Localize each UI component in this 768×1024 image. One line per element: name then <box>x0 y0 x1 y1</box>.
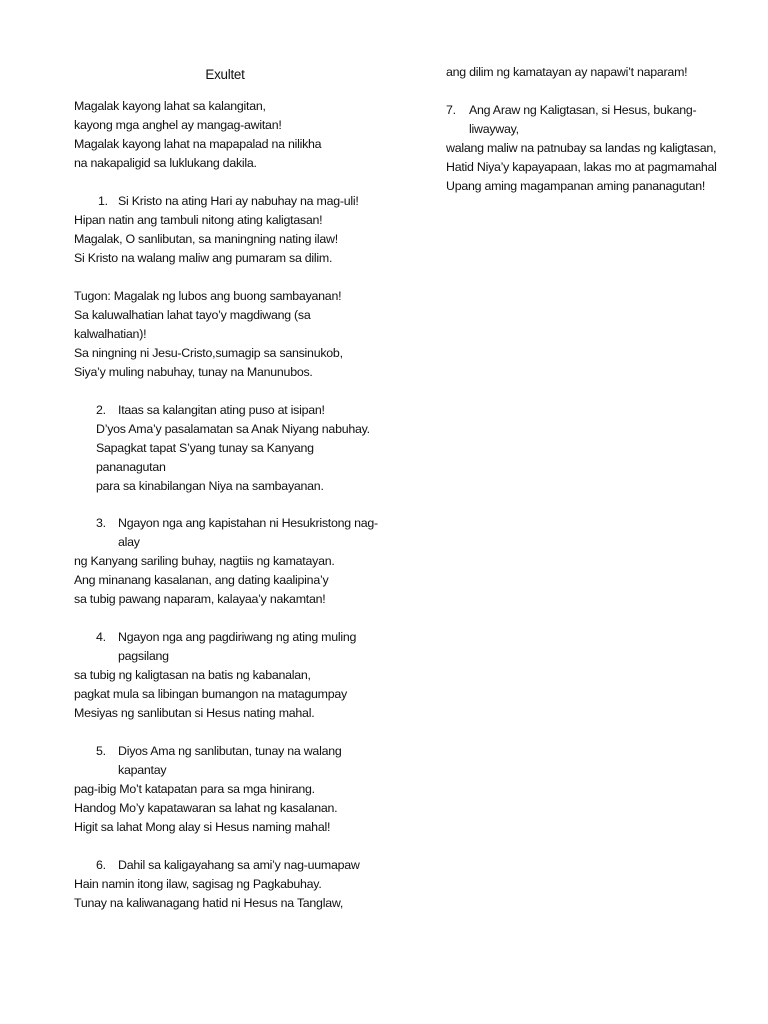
stanza-number: 5. <box>96 744 106 758</box>
refrain-line: Sa kaluwalhatian lahat tayo’y magdiwang (sa <box>74 308 311 322</box>
stanza-line: Magalak, O sanlibutan, sa maningning nating ilaw! <box>74 232 338 246</box>
stanza-number: 7. <box>446 103 456 117</box>
stanza-line: Diyos Ama ng sanlibutan, tunay na walang <box>118 744 342 758</box>
stanza-line: pagsilang <box>118 649 169 663</box>
stanza-number: 4. <box>96 630 106 644</box>
refrain-line: Tugon: Magalak ng lubos ang buong sambayanan! <box>74 289 342 303</box>
stanza-line: Hipan natin ang tambuli nitong ating kaligtasan! <box>74 213 323 227</box>
stanza-line: Ngayon nga ang pagdiriwang ng ating muling <box>118 630 357 644</box>
stanza-line: Tunay na kaliwanagang hatid ni Hesus na Tanglaw, <box>74 896 344 910</box>
intro-line: Magalak kayong lahat sa kalangitan, <box>74 99 266 113</box>
tugon-refrain <box>74 287 343 382</box>
stanza-5 <box>74 742 342 837</box>
stanza-line: D’yos Ama’y pasalamatan sa Anak Niyang nabuhay. <box>96 422 370 436</box>
stanza-4 <box>74 628 356 723</box>
intro-stanza <box>74 97 321 173</box>
stanza-number: 6. <box>96 858 106 872</box>
refrain-line: Sa ningning ni Jesu-Cristo,sumagip sa sansinukob, <box>74 346 343 360</box>
refrain-line: Siya’y muling nabuhay, tunay na Manunubos. <box>74 365 313 379</box>
stanza-line: kapantay <box>118 763 167 777</box>
stanza-line: para sa kinabilangan Niya na sambayanan. <box>96 479 324 493</box>
stanza-line: Ngayon nga ang kapistahan ni Hesukristong nag- <box>118 516 378 530</box>
stanza-6-continuation: ang dilim ng kamatayan ay napawi’t naparam! <box>446 65 688 79</box>
intro-line: Magalak kayong lahat na mapapalad na nilikha <box>74 137 322 151</box>
stanza-line: ng Kanyang sariling buhay, nagtiis ng kamatayan. <box>74 554 335 568</box>
stanza-line: Mesiyas ng sanlibutan si Hesus nating mahal. <box>74 706 315 720</box>
stanza-line: pagkat mula sa libingan bumangon na matagumpay <box>74 687 347 701</box>
stanza-number: 1. <box>98 194 108 208</box>
stanza-line: Handog Mo’y kapatawaran sa lahat ng kasalanan. <box>74 801 338 815</box>
stanza-line: sa tubig pawang naparam, kalayaa’y nakamtan! <box>74 592 326 606</box>
stanza-line: Sapagkat tapat S’yang tunay sa Kanyang <box>96 441 314 455</box>
stanza-line: liwayway, <box>469 122 519 136</box>
stanza-number: 3. <box>96 516 106 530</box>
refrain-line: kalwalhatian)! <box>74 327 147 341</box>
stanza-2 <box>74 401 370 496</box>
stanza-1 <box>74 192 359 268</box>
stanza-line: pag-ibig Mo’t katapatan para sa mga hinirang. <box>74 782 315 796</box>
stanza-6 <box>74 856 360 913</box>
stanza-number: 2. <box>96 403 106 417</box>
stanza-3 <box>74 514 378 609</box>
stanza-line: Ang Araw ng Kaligtasan, si Hesus, bukang- <box>469 103 697 117</box>
stanza-7 <box>446 101 717 196</box>
stanza-line: alay <box>118 535 140 549</box>
intro-line: kayong mga anghel ay mangag-awitan! <box>74 118 282 132</box>
document-title: Exultet <box>205 67 245 82</box>
intro-line: na nakapaligid sa luklukang dakila. <box>74 156 257 170</box>
stanza-line: Itaas sa kalangitan ating puso at isipan! <box>118 403 325 417</box>
stanza-line: Dahil sa kaligayahang sa ami’y nag-uumapaw <box>118 858 360 872</box>
stanza-line: Hatid Niya’y kapayapaan, lakas mo at pagmamahal <box>446 160 717 174</box>
stanza-line: Ang minanang kasalanan, ang dating kaalipina’y <box>74 573 329 587</box>
stanza-line: pananagutan <box>96 460 166 474</box>
stanza-line: Hain namin itong ilaw, sagisag ng Pagkabuhay. <box>74 877 322 891</box>
stanza-line: Upang aming magampanan aming pananagutan! <box>446 179 706 193</box>
stanza-line: Si Kristo na walang maliw ang pumaram sa dilim. <box>74 251 333 265</box>
stanza-line: Higit sa lahat Mong alay si Hesus naming mahal! <box>74 820 331 834</box>
stanza-line: Si Kristo na ating Hari ay nabuhay na mag-uli! <box>118 194 359 208</box>
stanza-line: walang maliw na patnubay sa landas ng kaligtasan, <box>446 141 717 155</box>
stanza-line: sa tubig ng kaligtasan na batis ng kabanalan, <box>74 668 311 682</box>
